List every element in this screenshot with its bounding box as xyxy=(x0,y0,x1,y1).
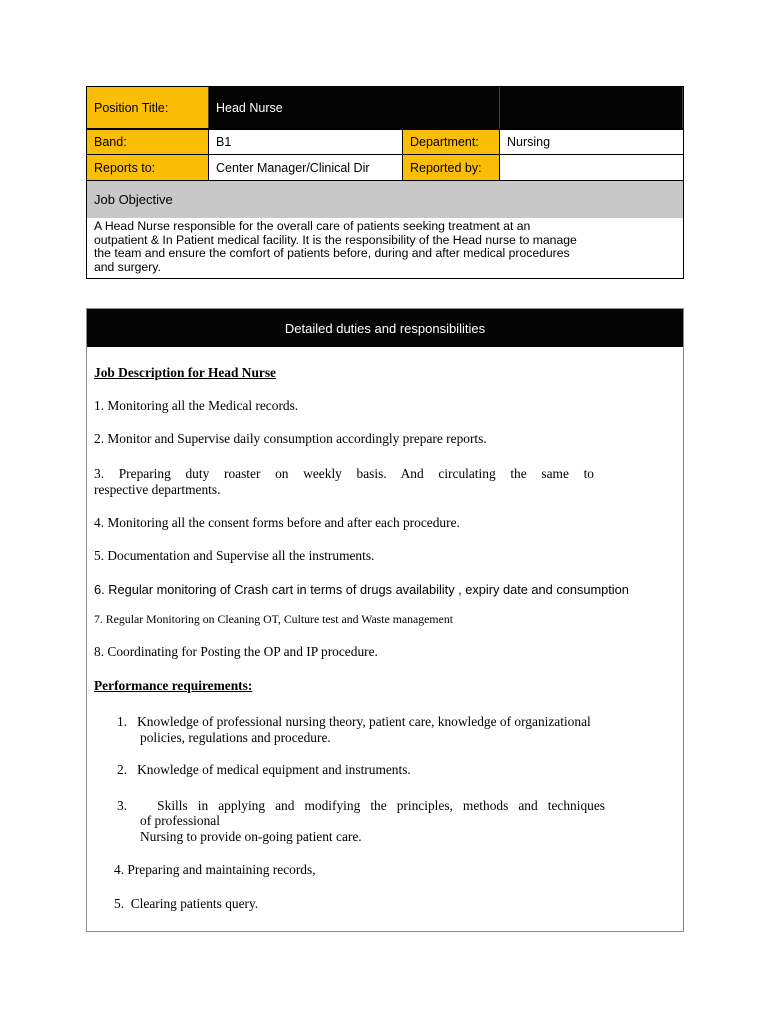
reports-to-label: Reports to: xyxy=(87,155,209,180)
duty-item: 6. Regular monitoring of Crash cart in terms of drugs availability , expiry date and consumption xyxy=(94,582,629,597)
performance-item: 5. Clearing patients query. xyxy=(114,896,259,911)
duty-item: 5. Documentation and Supervise all the instruments. xyxy=(94,548,375,563)
duty-item: 4. Monitoring all the consent forms before and after each procedure. xyxy=(94,515,460,530)
objective-line: and surgery. xyxy=(94,259,161,274)
band-row xyxy=(86,129,684,155)
performance-item: 3. Skills in applying and modifying the principles, methods and techniques xyxy=(117,798,605,813)
objective-line: outpatient & In Patient medical facility. It is the responsibility of the Head nurse to manage xyxy=(94,232,577,247)
job-description-heading: Job Description for Head Nurse xyxy=(94,365,277,380)
duty-item: 7. Regular Monitoring on Cleaning OT, Culture test and Waste management xyxy=(94,612,453,626)
performance-item-continued: policies, regulations and procedure. xyxy=(140,730,331,745)
duty-item: 8. Coordinating for Posting the OP and IP procedure. xyxy=(94,644,378,659)
department-value: Nursing xyxy=(500,130,683,154)
performance-heading: Performance requirements: xyxy=(94,678,253,693)
performance-item: 2. Knowledge of medical equipment and instruments. xyxy=(117,762,411,777)
duty-item: 2. Monitor and Supervise daily consumption accordingly prepare reports. xyxy=(94,431,487,446)
reports-row xyxy=(86,155,684,181)
reported-by-value xyxy=(500,155,683,180)
band-label: Band: xyxy=(87,130,209,154)
duty-item: 3. Preparing duty roaster on weekly basis. And circulating the same to xyxy=(94,466,594,481)
position-title-value: Head Nurse xyxy=(209,87,500,128)
band-value: B1 xyxy=(209,130,403,154)
position-title-extra xyxy=(500,87,683,128)
job-objective-heading: Job Objective xyxy=(86,181,684,218)
position-title-label: Position Title: xyxy=(87,87,209,128)
duty-item: 1. Monitoring all the Medical records. xyxy=(94,398,299,413)
job-objective-text xyxy=(86,218,684,279)
performance-item-continued: Nursing to provide on-going patient care. xyxy=(140,829,362,844)
duties-heading: Detailed duties and responsibilities xyxy=(87,309,683,347)
duties-section xyxy=(86,308,684,932)
position-row xyxy=(86,86,684,129)
objective-line: A Head Nurse responsible for the overall care of patients seeking treatment at an xyxy=(94,219,531,233)
position-table xyxy=(86,86,684,279)
department-label: Department: xyxy=(403,130,500,154)
performance-item: 1. Knowledge of professional nursing theory, patient care, knowledge of organizational xyxy=(117,714,591,729)
duty-item-continued: respective departments. xyxy=(94,482,221,497)
performance-item: 4. Preparing and maintaining records, xyxy=(114,862,316,877)
reported-by-label: Reported by: xyxy=(403,155,500,180)
performance-item-continued: of professional xyxy=(140,813,220,828)
objective-line: the team and ensure the comfort of patients before, during and after medical procedures xyxy=(94,246,570,261)
reports-to-value: Center Manager/Clinical Dir xyxy=(209,155,403,180)
